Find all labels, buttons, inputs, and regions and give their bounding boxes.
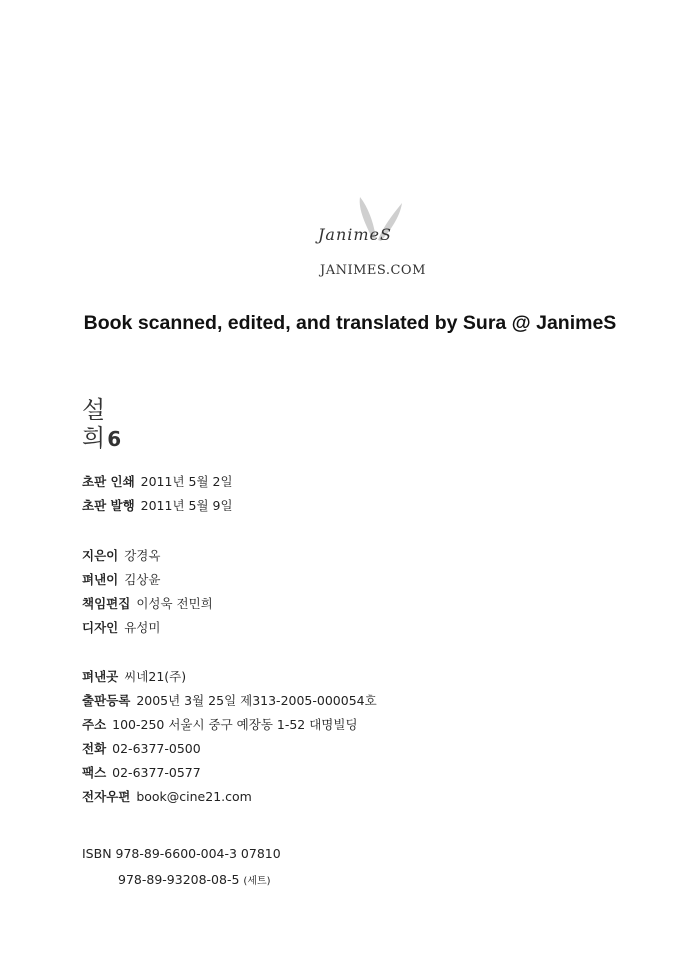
janimes-logo <box>300 195 440 285</box>
row-value: 2005년 3월 25일 제313-2005-000054호 <box>136 693 377 708</box>
row-label: 초판 발행 <box>82 498 135 513</box>
row-value: 유성미 <box>124 620 161 635</box>
row-value: 2011년 5월 9일 <box>140 498 233 513</box>
logo-wordmark: JanimeS <box>318 225 392 244</box>
row-label: 디자인 <box>82 620 119 635</box>
row-value: 김상윤 <box>124 572 161 587</box>
staff-row <box>82 592 213 616</box>
row-value: 100-250 서울시 중구 예장동 1-52 대명빌딩 <box>112 717 358 732</box>
row-label: 전자우편 <box>82 789 131 804</box>
row-label: 팩스 <box>82 765 107 780</box>
row-label: 출판등록 <box>82 693 131 708</box>
row-value: 02-6377-0577 <box>112 765 201 780</box>
publisher-info <box>82 665 377 809</box>
isbn-line-1: ISBN 978-89-6600-004-3 07810 <box>82 846 281 861</box>
publisher-row <box>82 785 377 809</box>
isbn-set-note: (세트) <box>243 876 271 887</box>
row-label: 펴낸이 <box>82 572 119 587</box>
isbn-line-2 <box>82 867 281 895</box>
staff-row <box>82 616 213 640</box>
book-title <box>82 396 121 453</box>
publisher-row <box>82 737 377 761</box>
publisher-row <box>82 713 377 737</box>
volume-number: 6 <box>107 427 122 451</box>
staff-row <box>82 568 213 592</box>
row-label: 주소 <box>82 717 107 732</box>
printing-row <box>82 494 233 518</box>
row-value: 이성욱 전민희 <box>136 596 213 611</box>
printing-info <box>82 470 233 518</box>
title-line-2-text: 희 <box>82 424 106 452</box>
row-label: 전화 <box>82 741 107 756</box>
publisher-row <box>82 761 377 785</box>
printing-row <box>82 470 233 494</box>
isbn-set-number: 978-89-93208-08-5 <box>118 872 240 887</box>
row-value: 씨네21(주) <box>124 669 187 684</box>
publisher-row <box>82 665 377 689</box>
row-label: 초판 인쇄 <box>82 474 135 489</box>
row-value: 02-6377-0500 <box>112 741 201 756</box>
row-label: 지은이 <box>82 548 119 563</box>
row-label: 책임편집 <box>82 596 131 611</box>
publisher-row <box>82 689 377 713</box>
title-line-1: 설 <box>82 396 106 424</box>
staff-info <box>82 544 213 640</box>
staff-row <box>82 544 213 568</box>
title-line-2 <box>82 424 121 453</box>
row-label: 펴낸곳 <box>82 669 119 684</box>
row-value: book@cine21.com <box>136 789 252 804</box>
isbn-info <box>82 841 281 895</box>
row-value: 2011년 5월 2일 <box>140 474 233 489</box>
scan-credit: Book scanned, edited, and translated by Sura @ JanimeS <box>83 312 617 334</box>
logo-url: JANIMES.COM <box>320 263 426 278</box>
row-value: 강경옥 <box>124 548 161 563</box>
